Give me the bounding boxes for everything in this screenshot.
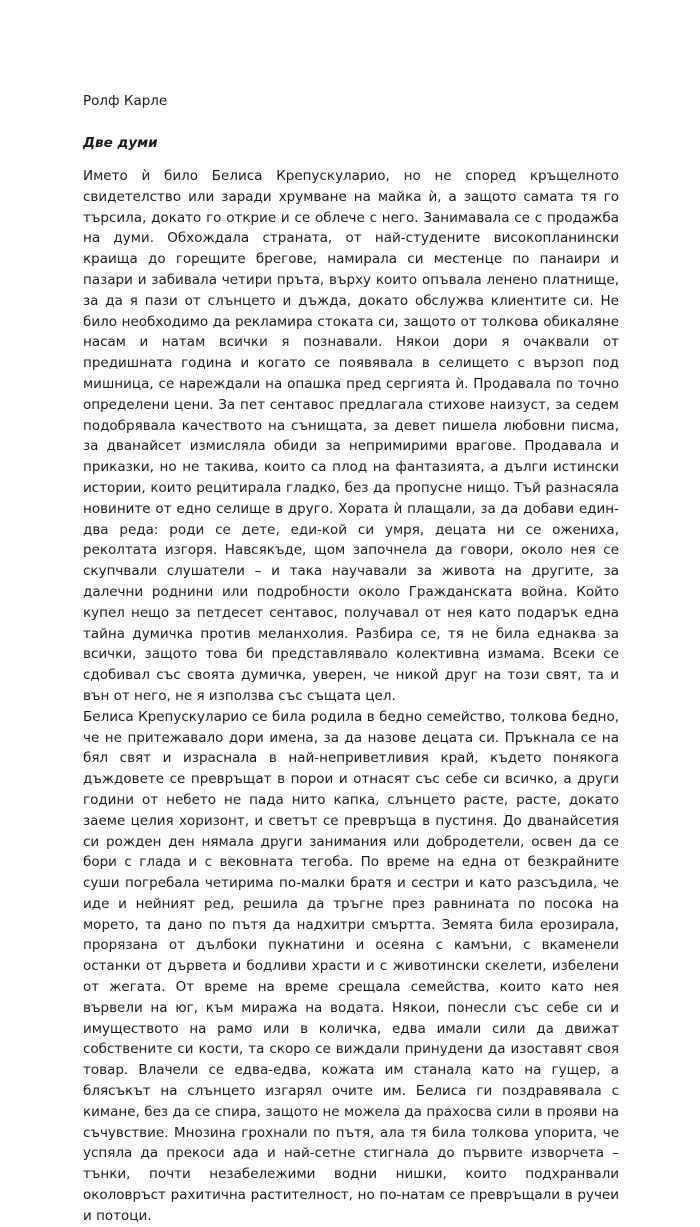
paragraph-1: Името ѝ било Белиса Крепускуларио, но не според кръщелното свидетелство или заради хрумване на майка ѝ, а защото самата тя го търсила, докато го открие и се облече с него. Занимавала се с продажба на думи. Обхождала страната, от най-студените високопланински краища до горещите брегове, намирала си местенце по панаири и пазари и забивала четири пръта, върху които опъвала ленено платнище, за да я пази от слънцето и дъжда, докато обслужва клиентите си. Не било необходимо да рекламира стоката си, защото от толкова обикаляне насам и натам всички я познавали. Някои дори я очаквали от предишната година и когато се появявала в селището с вързоп под мишница, се нареждали на опашка пред сергията ѝ. Продавала по точно определени цени. За пет сентавос предлагала стихове наизуст, за седем подобрявала качеството на сънищата, за девет пишела любовни писма, за дванайсет измисляла обиди за непримирими врагове. Продавала и приказки, но не такива, които са плод на фантазията, а дълги истински истории, които рецитирала гладко, без да пропусне нищо. Тъй разнасяла новините от едно селище в друго. Хората ѝ плащали, за да добави един-два реда: роди се дете, еди-кой си умря, децата ни се ожениха, реколтата изгоря. Навсякъде, щом започнела да говори, около нея се скупчвали слушатели – и така научавали за живота на другите, за далечни роднини или подробности около Гражданската война. Който купел нещо за петдесет сентавос, получавал от нея като подарък една тайна думичка против меланхолия. Разбира се, тя не била еднаква за всички, защото това би представлявало колективна измама. Всеки се сдобивал със своята думичка, уверен, че никой друг на този свят, та и вън от него, не я използва със същата цел. [83,168,619,704]
paragraph-2: Белиса Крепускуларио се била родила в бедно семейство, толкова бедно, че не притежавало дори имена, за да назове децата си. Пръкнала се на бял свят и израснала в най-непривeтливия край, където понякога дъждовете се превръщат в порои и отнасят със себе си всичко, а други години от небето не пада нито капка, слънцето расте, расте, докато заеме целия хоризонт, и светът се превръща в пустиня. До дванайсетия си рожден ден нямала други занимания или добродетели, освен да се бори с глада и с вековната тегоба. По време на една от безкрайните суши погребала четирима по-малки братя и сестри и като разсъдила, че иде и нейният ред, решила да тръгне през равнината по посока на морето, та дано по пътя да надхитри смъртта. Земята била ерозирала, прорязана от дълбоки пукнатини и осеяна с камъни, с вкаменели останки от дървета и бодливи храсти и с животински скелети, избелени от жегата. От време на време срещала семейства, които като нея вървели на юг, към миража на водата. Някои, понесли със себе си и имуществото на рамо или в количка, едва имали сили да движат собствените си кости, та скоро се виждали принудени да изоставят своя товар. Влачели се едва-едва, кожата им станала като на гущер, а блясъкът на слънцето изгарял очите им. Белиса ги поздравявала с кимане, без да се спира, защото не можела да прахосва сили в прояви на съчувствие. Мнозина грохнали по пътя, ала тя била толкова упорита, че успяла да прекоси ада и най-сетне стигнала до първите изворчета – тънки, почти незабележими водни нишки, които подхранвали околовръст рахитична растителност, но по-натам се превръщали в ручеи и потоци. [83,708,619,1224]
author-name: Ролф Карле [83,93,168,109]
story-body [83,166,619,1227]
story-title: Две думи [83,135,158,151]
